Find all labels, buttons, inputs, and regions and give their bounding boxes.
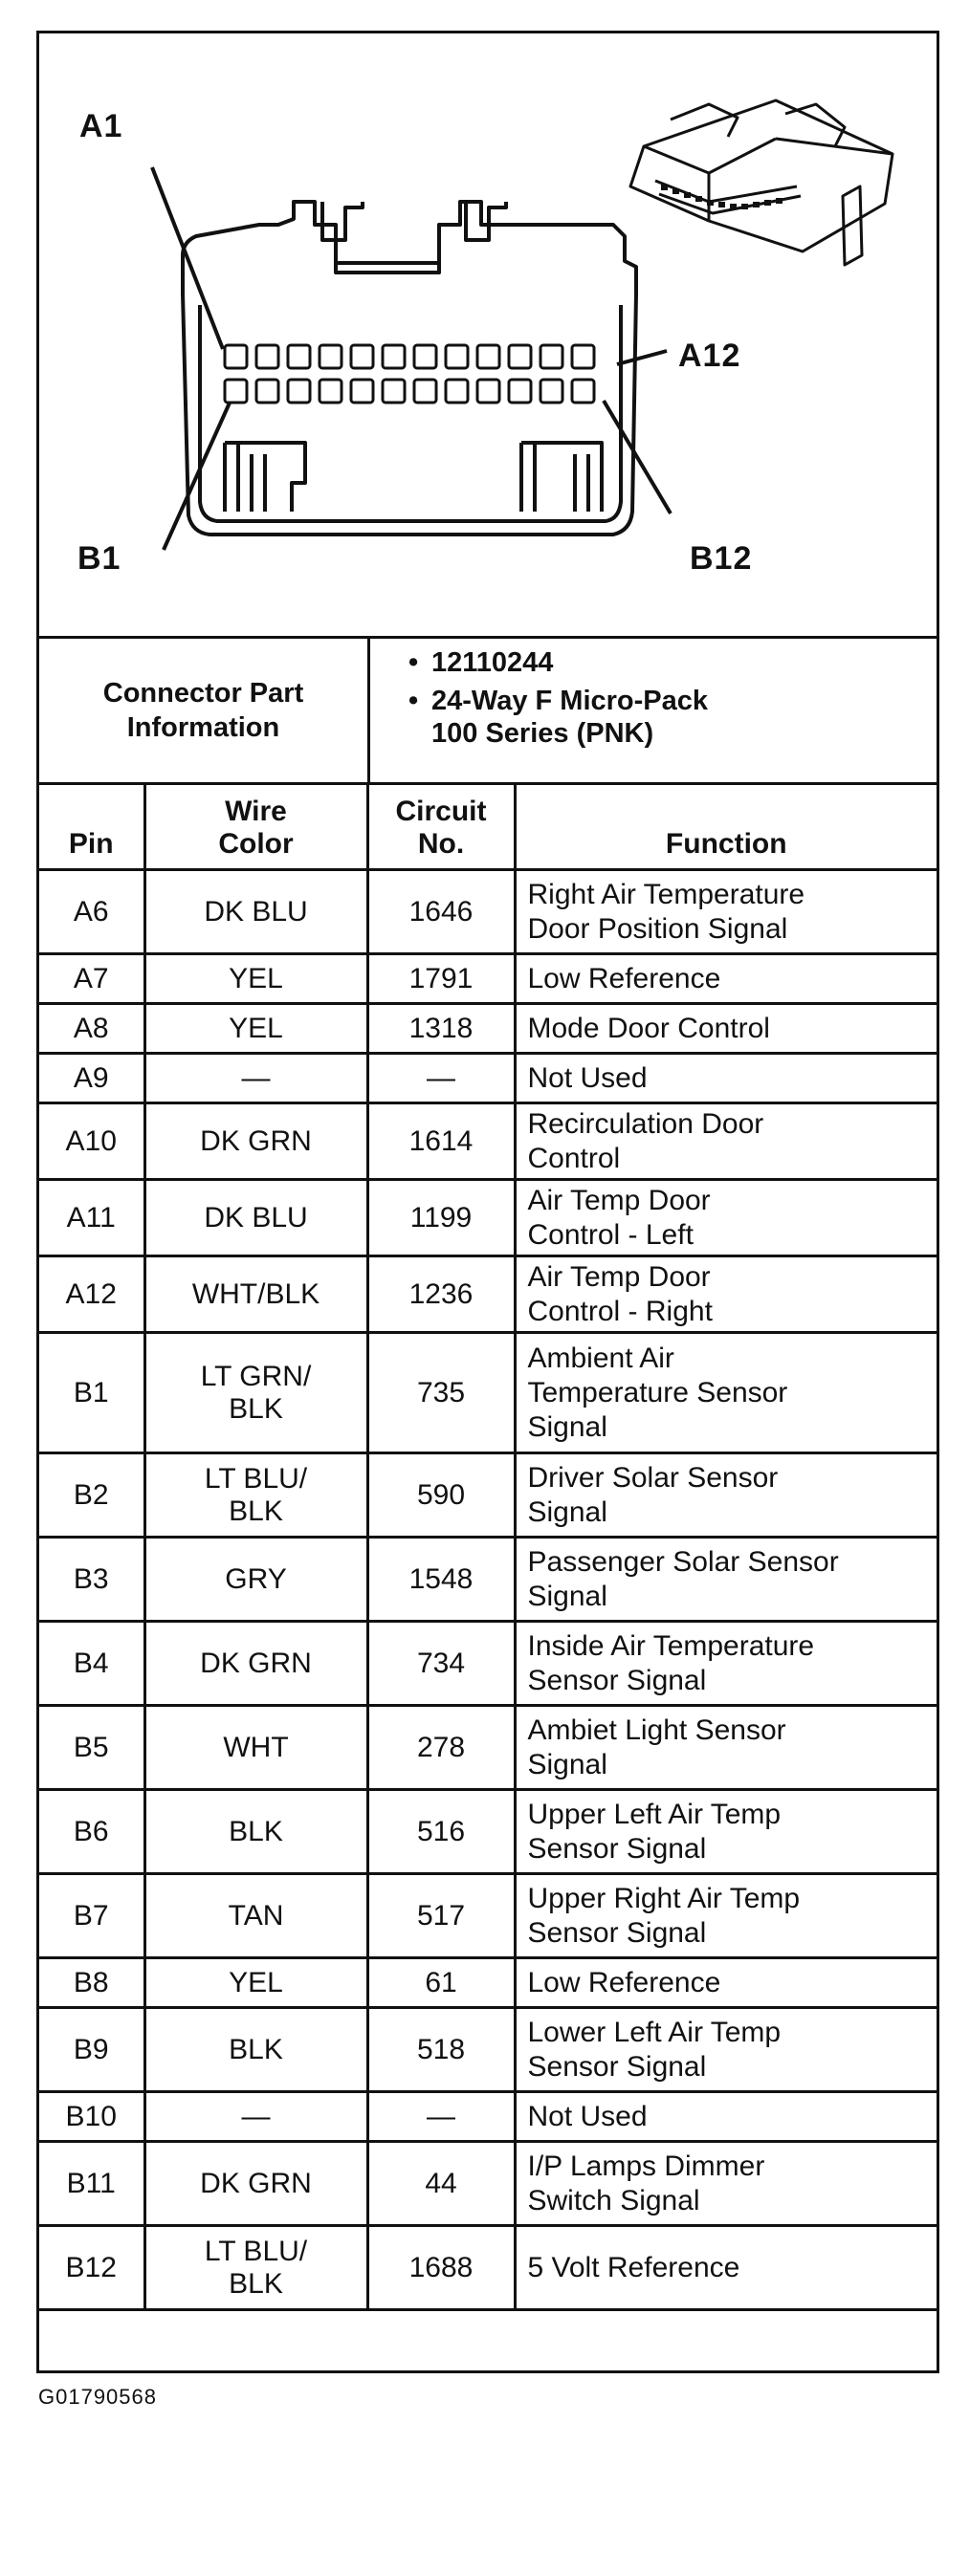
function-line: Ambient Air [527, 1342, 674, 1374]
function-line: Signal [527, 1495, 607, 1528]
circuit-value: 518 [416, 2033, 466, 2065]
circuit-value: 1236 [408, 1277, 474, 1310]
wire-color-line: WHT/BLK [191, 1277, 320, 1310]
circuit-cell [367, 1622, 515, 1706]
pin-value: A10 [65, 1124, 117, 1157]
table-row [39, 1790, 937, 1874]
function-line: Control - Right [527, 1295, 713, 1327]
pin-value: B1 [73, 1376, 109, 1408]
label-b12: B12 [690, 540, 753, 577]
pin-cell [39, 1706, 144, 1790]
function-line: Inside Air Temperature [527, 1629, 815, 1662]
wire-color-line: YEL [229, 1966, 283, 1998]
function-line: Temperature Sensor [527, 1376, 788, 1408]
circuit-cell [367, 870, 515, 954]
function-line: Mode Door Control [527, 1012, 770, 1044]
table-row [39, 2142, 937, 2226]
function-cell [515, 1333, 937, 1453]
function-line: Signal [527, 1748, 607, 1780]
circuit-cell [367, 1958, 515, 2008]
function-cell [515, 1256, 937, 1333]
function-line: Low Reference [527, 1966, 721, 1998]
pin-cell [39, 1333, 144, 1453]
function-line: Not Used [527, 1061, 648, 1094]
pin-cavity [225, 380, 247, 403]
function-cell [515, 1004, 937, 1054]
table-row [39, 1256, 937, 1333]
pin-cavity [320, 380, 342, 403]
circuit-value: 1688 [408, 2251, 474, 2283]
pin-cavity [383, 345, 405, 368]
pin-cell [39, 2142, 144, 2226]
pin-value: A6 [73, 895, 109, 928]
pin-cell [39, 2092, 144, 2142]
circuit-cell [367, 2092, 515, 2142]
wire-color-cell [144, 1538, 367, 1622]
circuit-value: — [427, 2100, 455, 2132]
pin-cavity [446, 380, 468, 403]
wire-color-line: TAN [228, 1899, 284, 1932]
pin-cell [39, 2008, 144, 2092]
pin-cell [39, 1453, 144, 1538]
circuit-cell [367, 1706, 515, 1790]
function-cell [515, 1103, 937, 1180]
wire-color-line: DK GRN [200, 2167, 312, 2199]
pin-cell [39, 1256, 144, 1333]
function-line: 5 Volt Reference [527, 2251, 740, 2283]
wire-color-cell [144, 1333, 367, 1453]
wire-color-line: BLK [229, 2267, 283, 2300]
part-number: • 12110244 [408, 646, 937, 679]
pin-cavity [414, 345, 436, 368]
header-pin: Pin [39, 784, 144, 870]
circuit-cell [367, 1004, 515, 1054]
wire-color-cell [144, 954, 367, 1004]
pin-cell [39, 1874, 144, 1958]
pin-cell [39, 954, 144, 1004]
pin-cell [39, 1538, 144, 1622]
pin-value: B8 [73, 1966, 109, 1998]
table-row [39, 1333, 937, 1453]
label-b1: B1 [77, 540, 121, 577]
circuit-value: 517 [416, 1899, 466, 1932]
function-line: Upper Left Air Temp [527, 1798, 782, 1830]
pin-value: B4 [73, 1647, 109, 1679]
circuit-cell [367, 1333, 515, 1453]
table-row [39, 1054, 937, 1103]
description-line1: • 24-Way F Micro-Pack [431, 686, 709, 716]
label-a1: A1 [79, 108, 123, 144]
circuit-cell [367, 1790, 515, 1874]
table-row [39, 1538, 937, 1622]
table-header [39, 784, 937, 870]
wire-color-cell [144, 1180, 367, 1256]
info-label-line2: Information [126, 712, 280, 743]
table-row [39, 1874, 937, 1958]
info-label [39, 639, 370, 782]
circuit-value: 1791 [408, 962, 474, 994]
function-cell [515, 870, 937, 954]
function-line: Recirculation Door [527, 1107, 764, 1140]
info-values [370, 639, 937, 782]
circuit-value: 278 [416, 1731, 466, 1763]
connector-sheet [36, 31, 939, 2373]
function-cell [515, 1180, 937, 1256]
pin-value: A11 [66, 1201, 116, 1233]
pin-cavity [414, 380, 436, 403]
table-row [39, 1958, 937, 2008]
function-line: Switch Signal [527, 2184, 700, 2216]
circuit-value: 516 [416, 1815, 466, 1847]
table-row [39, 1453, 937, 1538]
wire-color-line: LT BLU/ [204, 1462, 308, 1495]
pin-value: B7 [73, 1899, 109, 1932]
function-line: Not Used [527, 2100, 648, 2132]
table-row [39, 2008, 937, 2092]
function-line: Ambiet Light Sensor [527, 1714, 786, 1746]
label-a12: A12 [678, 338, 741, 374]
wire-color-line: BLK [229, 1815, 283, 1847]
function-line: Air Temp Door [527, 1260, 711, 1293]
wire-color-line: WHT [223, 1731, 289, 1763]
info-label-line1: Connector Part [102, 678, 304, 709]
table-row [39, 2226, 937, 2310]
circuit-value: 590 [416, 1478, 466, 1511]
wire-color-cell [144, 2008, 367, 2092]
table-row [39, 954, 937, 1004]
function-line: I/P Lamps Dimmer [527, 2150, 765, 2182]
wire-color-line: LT GRN/ [200, 1360, 312, 1392]
function-line: Signal [527, 1580, 607, 1612]
pin-cavity [351, 380, 373, 403]
pin-cavity [477, 380, 499, 403]
function-line: Door Position Signal [527, 912, 788, 945]
pin-value: A9 [73, 1061, 109, 1094]
pin-cavity [477, 345, 499, 368]
connector-iso-icon [630, 100, 893, 265]
table-row [39, 1622, 937, 1706]
wire-color-line: BLK [229, 1392, 283, 1425]
function-line: Right Air Temperature [527, 878, 805, 910]
table-row [39, 1004, 937, 1054]
wire-color-cell [144, 1706, 367, 1790]
pin-value: B5 [73, 1731, 109, 1763]
table-row [39, 1180, 937, 1256]
function-cell [515, 2142, 937, 2226]
connector-drawing [39, 33, 937, 636]
function-line: Control - Left [527, 1218, 694, 1251]
function-line: Passenger Solar Sensor [527, 1545, 839, 1578]
function-line: Sensor Signal [527, 2050, 707, 2083]
figure-code: G01790568 [38, 2385, 157, 2409]
wire-color-line: DK GRN [200, 1124, 312, 1157]
table-row [39, 1706, 937, 1790]
pin-cell [39, 1103, 144, 1180]
connector-description [408, 685, 937, 750]
circuit-cell [367, 1180, 515, 1256]
pin-cavity [509, 345, 531, 368]
function-cell [515, 1958, 937, 2008]
function-line: Sensor Signal [527, 1916, 707, 1949]
pin-value: B10 [65, 2100, 117, 2132]
pin-cell [39, 1622, 144, 1706]
circuit-cell [367, 2226, 515, 2310]
pinout-table [39, 782, 937, 2311]
function-cell [515, 1538, 937, 1622]
pin-cell [39, 1054, 144, 1103]
pin-cavity [509, 380, 531, 403]
wire-color-line: LT BLU/ [204, 2235, 308, 2267]
wire-color-line: BLK [229, 2033, 283, 2065]
circuit-cell [367, 1538, 515, 1622]
circuit-value: 1548 [408, 1562, 474, 1595]
pin-value: B2 [73, 1478, 109, 1511]
function-line: Driver Solar Sensor [527, 1461, 779, 1494]
wire-color-line: DK BLU [204, 895, 308, 928]
function-cell [515, 954, 937, 1004]
pin-value: A8 [73, 1012, 109, 1044]
description-line2: 100 Series (PNK) [431, 718, 654, 749]
table-row [39, 2092, 937, 2142]
function-line: Sensor Signal [527, 1832, 707, 1865]
wire-color-cell [144, 1958, 367, 2008]
circuit-cell [367, 1256, 515, 1333]
circuit-cell [367, 1453, 515, 1538]
pin-cell [39, 1004, 144, 1054]
circuit-value: 734 [416, 1647, 466, 1679]
pin-cavity [383, 380, 405, 403]
circuit-value: 1199 [409, 1201, 473, 1233]
header-circuit-line1: Circuit [395, 796, 487, 827]
header-wire-color [144, 784, 367, 870]
pin-value: B11 [66, 2167, 116, 2199]
circuit-value: — [427, 1061, 455, 1094]
circuit-value: 44 [425, 2167, 457, 2199]
pin-cell [39, 2226, 144, 2310]
function-line: Air Temp Door [527, 1184, 711, 1216]
pin-cavity [288, 345, 310, 368]
circuit-value: 1646 [408, 895, 474, 928]
function-cell [515, 1874, 937, 1958]
pin-cavity [540, 345, 562, 368]
function-line: Low Reference [527, 962, 721, 994]
wire-color-cell [144, 2092, 367, 2142]
wire-color-cell [144, 1453, 367, 1538]
connector-part-info [39, 639, 937, 785]
header-wire-line2: Color [218, 828, 294, 860]
header-circuit [367, 784, 515, 870]
wire-color-line: — [241, 2100, 271, 2132]
header-circuit-line2: No. [417, 828, 465, 860]
wire-color-line: YEL [229, 962, 283, 994]
pin-cell [39, 1958, 144, 2008]
pin-cell [39, 1180, 144, 1256]
pin-value: B3 [73, 1562, 109, 1595]
wire-color-cell [144, 1622, 367, 1706]
pin-cavity [351, 345, 373, 368]
function-cell [515, 2226, 937, 2310]
pin-value: B6 [73, 1815, 109, 1847]
pin-cavity [256, 380, 278, 403]
circuit-cell [367, 1054, 515, 1103]
wire-color-cell [144, 1790, 367, 1874]
circuit-value: 735 [416, 1376, 466, 1408]
pin-value: B9 [73, 2033, 109, 2065]
pin-cavity [225, 345, 247, 368]
wire-color-cell [144, 1004, 367, 1054]
circuit-value: 61 [425, 1966, 457, 1998]
table-row [39, 870, 937, 954]
pin-cavity [320, 345, 342, 368]
pin-cavity [288, 380, 310, 403]
circuit-cell [367, 954, 515, 1004]
circuit-cell [367, 1103, 515, 1180]
function-cell [515, 1622, 937, 1706]
function-line: Signal [527, 1410, 607, 1443]
pin-value: B12 [65, 2251, 117, 2283]
circuit-cell [367, 2142, 515, 2226]
wire-color-cell [144, 1256, 367, 1333]
wire-color-line: GRY [225, 1562, 287, 1595]
wire-color-line: DK BLU [204, 1201, 308, 1233]
function-line: Control [527, 1142, 621, 1174]
function-cell [515, 1054, 937, 1103]
connector-diagram [39, 33, 937, 639]
wire-color-cell [144, 1054, 367, 1103]
function-cell [515, 1790, 937, 1874]
pin-cavity [446, 345, 468, 368]
circuit-value: 1614 [408, 1124, 474, 1157]
header-function: Function [515, 784, 937, 870]
circuit-cell [367, 1874, 515, 1958]
pin-cell [39, 870, 144, 954]
pin-value: A12 [65, 1277, 117, 1310]
wire-color-line: DK GRN [200, 1647, 312, 1679]
circuit-value: 1318 [408, 1012, 474, 1044]
function-cell [515, 1706, 937, 1790]
wire-color-cell [144, 1103, 367, 1180]
table-row [39, 1103, 937, 1180]
wire-color-line: YEL [229, 1012, 283, 1044]
function-cell [515, 1453, 937, 1538]
function-line: Lower Left Air Temp [527, 2016, 782, 2048]
function-cell [515, 2092, 937, 2142]
pin-cell [39, 1790, 144, 1874]
function-cell [515, 2008, 937, 2092]
wire-color-line: BLK [229, 1495, 283, 1527]
wire-color-cell [144, 2142, 367, 2226]
pin-cavity [572, 345, 594, 368]
wire-color-cell [144, 870, 367, 954]
wire-color-cell [144, 1874, 367, 1958]
function-line: Upper Right Air Temp [527, 1882, 801, 1914]
pin-cavity [256, 345, 278, 368]
circuit-cell [367, 2008, 515, 2092]
header-wire-line1: Wire [225, 796, 287, 827]
pin-value: A7 [73, 962, 109, 994]
wire-color-cell [144, 2226, 367, 2310]
pin-cavity [572, 380, 594, 403]
function-line: Sensor Signal [527, 1664, 707, 1696]
pin-cavity [540, 380, 562, 403]
wire-color-line: — [241, 1061, 271, 1094]
